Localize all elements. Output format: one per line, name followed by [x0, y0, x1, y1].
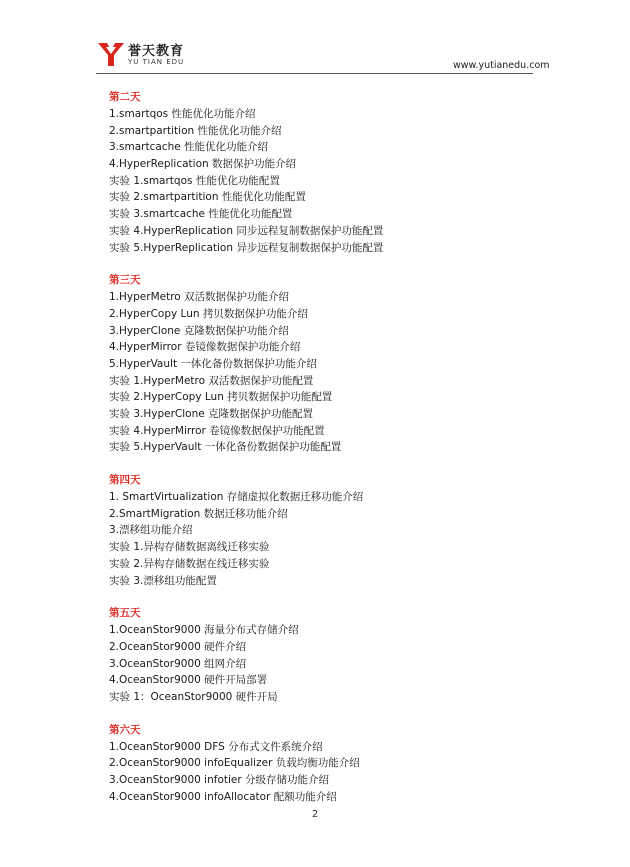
- site-url: www.yutianedu.com: [453, 60, 550, 71]
- outline-item: 4.HyperMirror 卷镜像数据保护功能介绍: [109, 341, 301, 354]
- outline-item: 4.HyperReplication 数据保护功能介绍: [109, 158, 297, 171]
- section-spacer: [109, 589, 549, 605]
- section-spacer: [109, 456, 549, 472]
- course-outline: [109, 89, 549, 805]
- outline-item: 4.OceanStor9000 infoAllocator 配额功能介绍: [109, 790, 337, 803]
- outline-item: 2.SmartMigration 数据迁移功能介绍: [109, 507, 288, 520]
- outline-item: 实验 1.HyperMetro 双活数据保护功能配置: [109, 374, 314, 387]
- day-section: [109, 722, 549, 806]
- day-section: [109, 472, 549, 589]
- outline-item: 3.漂移组功能介绍: [109, 524, 193, 537]
- outline-item: 1.smartqos 性能优化功能介绍: [109, 108, 256, 120]
- outline-item: 实验 3.smartcache 性能优化功能配置: [109, 208, 293, 221]
- header-divider: [96, 73, 533, 74]
- page-number: 2: [311, 809, 319, 820]
- yutian-logo-icon: [96, 38, 126, 68]
- outline-item: 实验 2.smartpartition 性能优化功能配置: [109, 191, 306, 204]
- outline-item: 1.OceanStor9000 海量分布式存储介绍: [109, 624, 299, 637]
- outline-item: 2.OceanStor9000 infoEqualizer 负载均衡功能介绍: [109, 757, 360, 770]
- section-title: 第六天: [109, 723, 141, 736]
- outline-item: 实验 4.HyperMirror 卷镜像数据保护功能配置: [109, 424, 325, 437]
- outline-item: 2.smartpartition 性能优化功能介绍: [109, 124, 282, 137]
- outline-item: 4.OceanStor9000 硬件开局部署: [109, 674, 268, 687]
- outline-item: 实验 5.HyperVault 一体化备份数据保护功能配置: [109, 441, 342, 454]
- outline-item: 2.OceanStor9000 硬件介绍: [109, 640, 247, 653]
- outline-item: 1.OceanStor9000 DFS 分布式文件系统介绍: [109, 740, 323, 753]
- day-section: [109, 272, 549, 456]
- page-header: [0, 0, 630, 80]
- section-spacer: [109, 256, 549, 272]
- section-title: 第四天: [109, 474, 141, 487]
- outline-item: 实验 1.smartqos 性能优化功能配置: [109, 174, 280, 187]
- outline-item: 实验 2.异构存储数据在线迁移实验: [109, 557, 270, 570]
- logo-chinese-text: 誉天教育: [128, 44, 185, 59]
- outline-item: 1.HyperMetro 双活数据保护功能介绍: [109, 291, 290, 304]
- outline-item: 3.OceanStor9000 infotier 分级存储功能介绍: [109, 774, 330, 786]
- outline-item: 实验 1：OceanStor9000 硬件开局: [109, 690, 278, 703]
- section-spacer: [109, 706, 549, 722]
- outline-item: 3.smartcache 性能优化功能介绍: [109, 141, 269, 154]
- outline-item: 实验 2.HyperCopy Lun 拷贝数据保护功能配置: [109, 391, 333, 404]
- section-title: 第三天: [109, 274, 141, 287]
- logo-english-text: YU TIAN EDU: [128, 58, 185, 66]
- outline-item: 1. SmartVirtualization 存储虚拟化数据迁移功能介绍: [109, 491, 364, 504]
- outline-item: 3.OceanStor9000 组网介绍: [109, 657, 247, 670]
- outline-item: 实验 1.异构存储数据离线迁移实验: [109, 541, 270, 554]
- outline-item: 实验 3.HyperClone 克隆数据保护功能配置: [109, 408, 314, 420]
- section-title: 第二天: [109, 91, 141, 103]
- outline-item: 5.HyperVault 一体化备份数据保护功能介绍: [109, 357, 317, 370]
- outline-item: 3.HyperClone 克隆数据保护功能介绍: [109, 324, 289, 337]
- outline-item: 实验 5.HyperReplication 异步远程复制数据保护功能配置: [109, 241, 384, 254]
- outline-item: 2.HyperCopy Lun 拷贝数据保护功能介绍: [109, 307, 308, 320]
- outline-item: 实验 3.漂移组功能配置: [109, 574, 217, 587]
- day-section: [109, 89, 549, 256]
- section-title: 第五天: [109, 607, 141, 620]
- day-section: [109, 605, 549, 705]
- outline-item: 实验 4.HyperReplication 同步远程复制数据保护功能配置: [109, 224, 384, 237]
